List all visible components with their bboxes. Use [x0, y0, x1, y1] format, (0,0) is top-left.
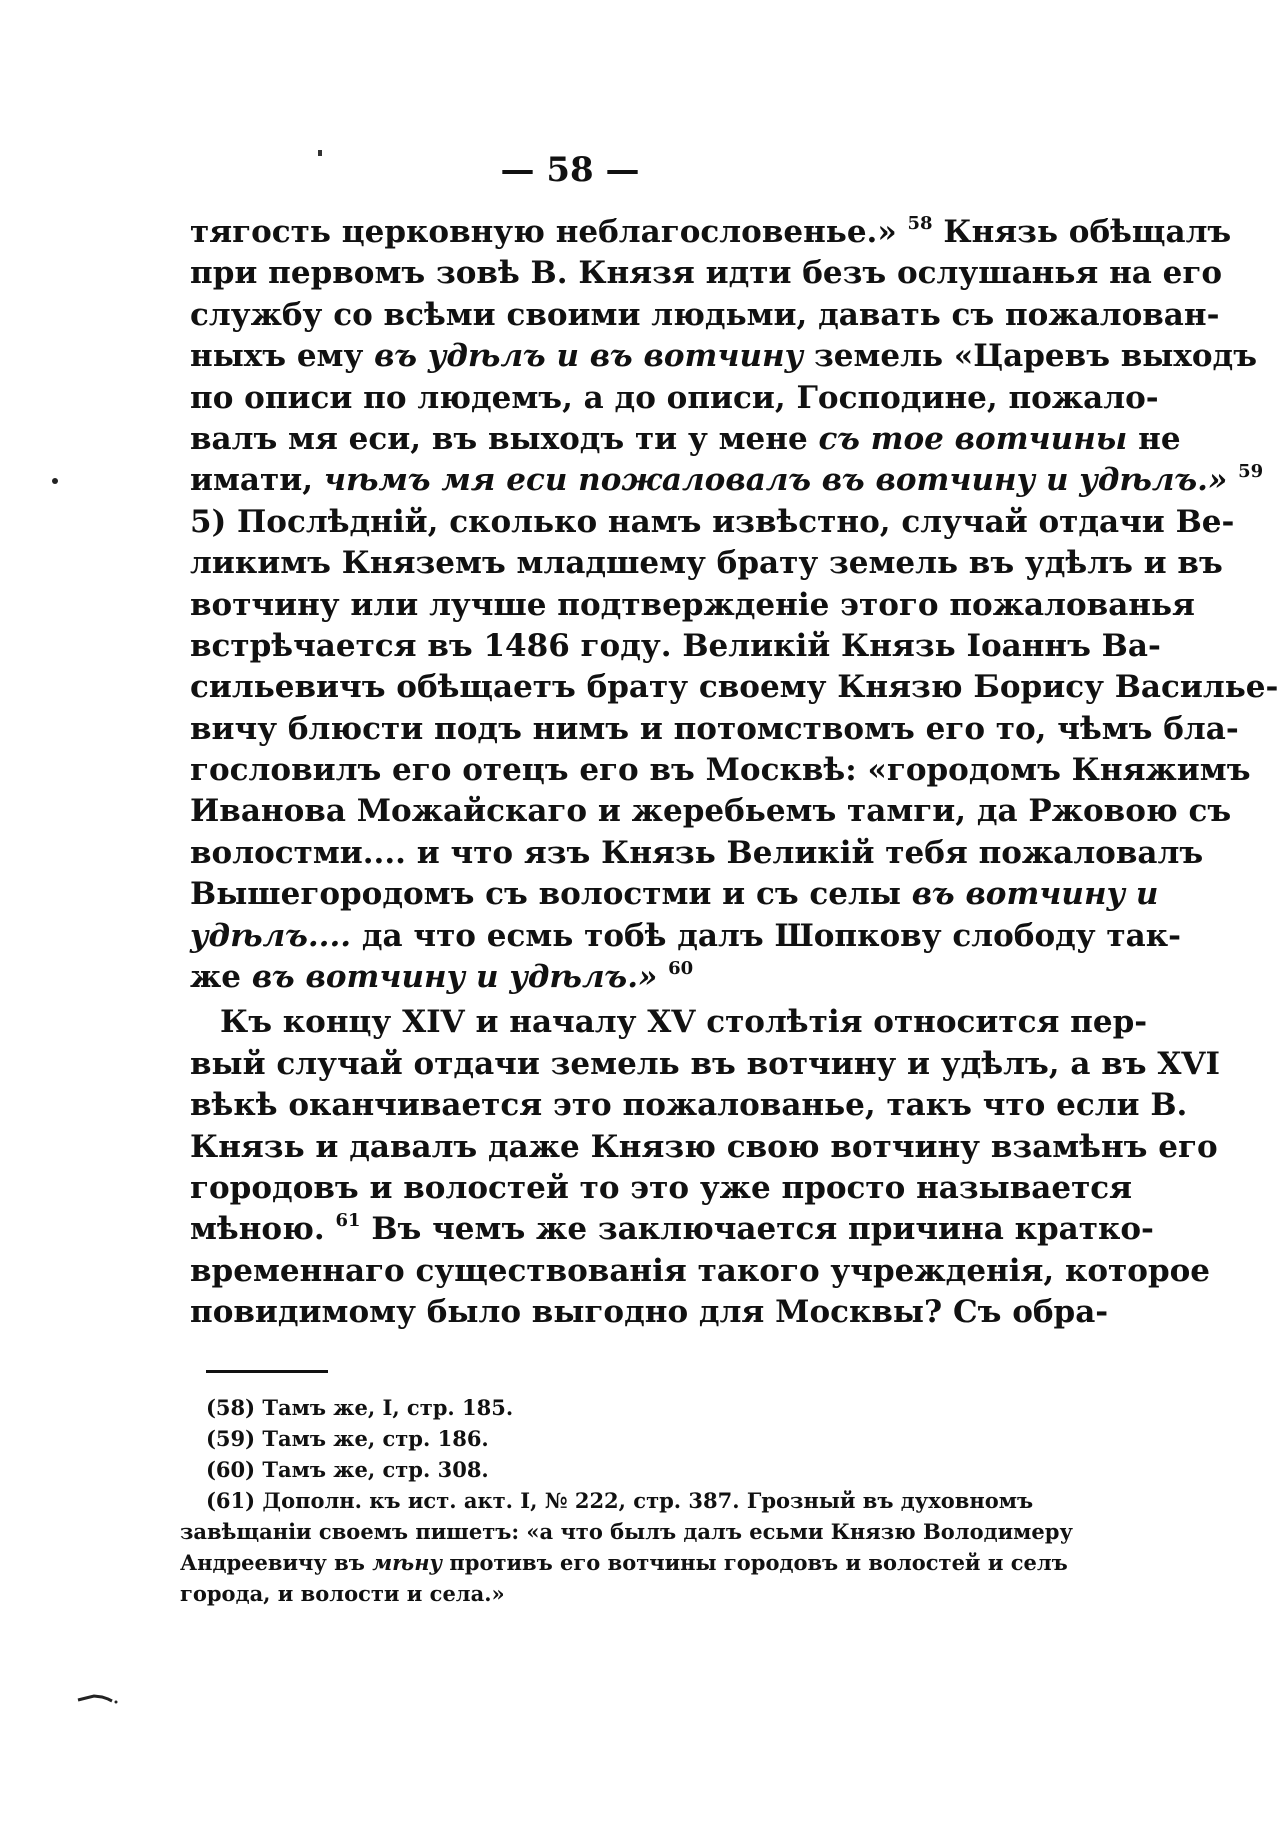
text-run: мѣною.: [190, 1211, 325, 1248]
text-run: Вышегородомъ съ волостми и съ селы: [190, 876, 901, 913]
italic-run: мѣну: [372, 1550, 443, 1575]
text-line: по описи по людемъ, а до описи, Господине, пожало-: [190, 379, 1159, 416]
italic-run: удѣлъ....: [190, 917, 352, 954]
text-line: встрѣчается въ 1486 году. Великiй Князь Iоаннъ Ва-: [190, 627, 1161, 664]
text-line: Князь и давалъ даже Князю свою вотчину взамѣнъ его: [190, 1128, 1218, 1165]
text-line: городовъ и волостей то это уже просто называется: [190, 1169, 1133, 1206]
footnote-61-cont: [180, 1547, 1068, 1578]
footnote-61-cont: города, и волости и села.»: [180, 1581, 505, 1606]
text-line: службу со всѣми своими людьми, давать съ пожалован-: [190, 296, 1220, 333]
text-run: Въ чемъ же заключается причина кратко-: [371, 1211, 1154, 1248]
text-line: сильевичъ обѣщаетъ брату своему Князю Борису Василье-: [190, 669, 1278, 706]
text-run: земель «Царевъ выходъ: [813, 338, 1257, 375]
text-run: Андреевичу въ: [180, 1550, 365, 1575]
text-run: да что есмь тобѣ далъ Шопкову слободу так-: [361, 917, 1181, 954]
text-line: временнаго существованiя такого учрежденiя, которое: [190, 1252, 1211, 1289]
footnote-rule: [206, 1370, 328, 1373]
footnote-ref-61: 61: [335, 1210, 361, 1232]
italic-run: въ вотчину и удѣлъ.»: [251, 959, 658, 996]
text-run: валъ мя еси, въ выходъ ти у мене: [190, 420, 808, 457]
text-line: [190, 460, 1264, 501]
text-run: Князь обѣщалъ: [943, 214, 1232, 250]
footnotes: [180, 1392, 1073, 1609]
text-line: при первомъ зовѣ В. Князя идти безъ ослушанья на его: [190, 255, 1223, 292]
text-line: гословилъ его отецъ его въ Москвѣ: «городомъ Княжимъ: [190, 752, 1251, 789]
italic-run: съ тое вотчины: [818, 420, 1128, 457]
footnote-61-cont: завѣщанiи своемъ пишетъ: «а что былъ далъ есьми Князю Володимеру: [180, 1519, 1073, 1544]
text-run: не: [1138, 420, 1181, 457]
footnote-ref-58: 58: [907, 213, 933, 234]
footnote-58: (58) Тамъ же, I, стр. 185.: [206, 1395, 514, 1420]
text-line: 5) Послѣднiй, сколько намъ извѣстно, случай отдачи Ве-: [190, 503, 1235, 540]
italic-run: въ удѣлъ и въ вотчину: [374, 338, 804, 375]
left-margin-dot: [52, 478, 58, 484]
text-line: волостми.... и что язъ Князь Великiй тебя пожаловалъ: [190, 834, 1204, 871]
scan-smudge-mark: [76, 1692, 120, 1706]
text-line: вичу блюсти подъ нимъ и потомствомъ его то, чѣмъ бла-: [190, 710, 1239, 747]
text-line: повидимому было выгодно для Москвы? Съ обра-: [190, 1294, 1109, 1331]
italic-run: чѣмъ мя еси пожаловалъ въ вотчину и удѣлъ.»: [323, 462, 1228, 499]
text-line: [190, 1209, 1154, 1250]
footnote-ref-60: 60: [668, 958, 694, 980]
footnote-60: (60) Тамъ же, стр. 308.: [206, 1457, 489, 1482]
text-line: Къ концу XIV и началу XV столѣтiя относится пер-: [220, 1004, 1148, 1041]
text-line: вый случай отдачи земель въ вотчину и удѣлъ, а въ XVI: [190, 1045, 1220, 1082]
text-run: ныхъ ему: [190, 338, 364, 375]
text-run: тягость церковную неблагословенье.»: [190, 214, 897, 250]
text-line: [190, 916, 1181, 957]
footnote-61: (61) Дополн. къ ист. акт. I, № 222, стр. 387. Грозный въ духовномъ: [206, 1488, 1034, 1513]
text-line: [190, 957, 1030, 998]
italic-run: въ вотчину и: [911, 876, 1159, 913]
text-line: ликимъ Княземъ младшему брату земель въ удѣлъ и въ: [190, 545, 1223, 582]
text-line: Иванова Можайскаго и жеребьемъ тамги, да Ржовою съ: [190, 793, 1232, 830]
text-line: вѣкѣ оканчивается это пожалованье, такъ что если В.: [190, 1087, 1188, 1124]
text-line: вотчину или лучше подтвержденiе этого пожалованья: [190, 586, 1195, 623]
text-run: противъ его вотчины городовъ и волостей и селъ: [449, 1550, 1068, 1575]
text-run: имати,: [190, 462, 314, 499]
footnote-ref-59: 59: [1238, 461, 1264, 483]
footnote-59: (59) Тамъ же, стр. 186.: [206, 1426, 489, 1451]
text-line: [190, 419, 1181, 460]
text-line: [190, 874, 1159, 915]
body-text: [190, 212, 1278, 1334]
page-number: — 58 —: [500, 150, 640, 190]
text-run: же: [190, 959, 242, 996]
text-line: [190, 336, 1257, 377]
text-line: [190, 212, 1232, 253]
